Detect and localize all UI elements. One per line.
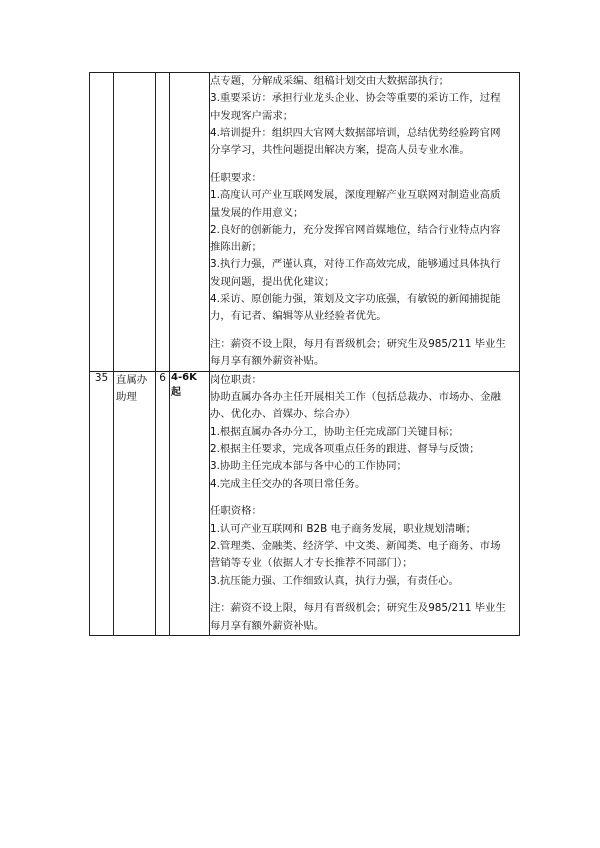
description-line: 任职资格： [210,505,262,518]
description-line: 4.采访、原创能力强，策划及文字功底强，有敏锐的新闻捕捉能 [210,293,501,306]
job-row [90,73,520,372]
headcount-cell: 6 [156,371,170,635]
position-cell [114,73,156,372]
paragraph-gap [210,493,519,504]
description-line: 点专题，分解成采编、组稿计划交由大数据部执行； [210,75,449,87]
position-name-line: 助理 [116,390,137,403]
headcount-cell [156,73,170,372]
description-line: 4.培训提升：组织四大官网大数据部培训，总结优势经验跨官网 [210,126,501,139]
description-line: 1.根据直属办各办分工，协助主任完成部门关键目标； [210,425,459,438]
description-line: 岗位职责： [210,373,262,386]
description-line: 每月享有额外薪资补贴。 [210,619,325,632]
job-table-body [90,73,520,636]
description-line: 注：薪资不设上限，每月有晋级机会；研究生及985/211 毕业生 [210,338,506,351]
position-name-line: 直属办 [116,373,148,386]
description-line: 中发现客户需求； [210,109,294,122]
description-line: 1.高度认可产业互联网发展，深度理解产业互联网对制造业高质 [210,189,501,202]
description-line: 任职要求： [210,171,262,184]
description-line: 2.良好的创新能力，充分发挥官网首媒地位，结合行业特点内容 [210,223,501,236]
description-line: 3.重要采访：承担行业龙头企业、协会等重要的采访工作，过程 [210,92,501,105]
description-line: 注：薪资不设上限，每月有晋级机会；研究生及985/211 毕业生 [210,602,506,615]
description-line: 3.抗压能力强、工作细致认真，执行力强，有责任心。 [210,574,459,587]
description-line: 推陈出新； [210,241,262,254]
description-line: 协助直属办各办主任开展相关工作（包括总裁办、市场办、金融 [210,391,501,404]
description-cell [210,73,520,372]
description-line: 营销等专业（依据人才专长推荐不同部门）； [210,557,413,570]
description-cell [210,371,520,635]
description-line: 每月享有额外薪资补贴。 [210,355,325,368]
description-line: 2.管理类、金融类、经济学、中文类、新闻类、电子商务、市场 [210,539,501,552]
description-line: 发现问题，提出优化建议； [210,275,335,288]
description-line: 力，有记者、编辑等从业经验者优先。 [210,310,387,323]
description-line: 2.根据主任要求，完成各项重点任务的跟进、督导与反馈； [210,442,480,455]
salary-cell: 4-6K 起 [170,371,210,635]
job-table [89,72,520,636]
description-line: 办、优化办、首媒办、综合办） [210,408,356,421]
description-line: 4.完成主任交办的各项日常任务。 [210,477,366,490]
description-line: 分享学习，共性问题提出解决方案，提高人员专业水准。 [210,144,470,157]
description-line: 1.认可产业互联网和 B2B 电子商务发展，职业规划清晰； [210,522,476,535]
position-cell [114,371,156,635]
row-index-cell [90,73,114,372]
description-line: 3.执行力强，严谨认真，对待工作高效完成，能够通过具体执行 [210,258,501,271]
job-row [90,371,520,635]
row-index-cell: 35 [90,371,114,635]
paragraph-gap [210,326,519,337]
paragraph-gap [210,590,519,601]
description-line: 3.协助主任完成本部与各中心的工作协同； [210,460,407,473]
paragraph-gap [210,159,519,170]
salary-cell [170,73,210,372]
description-line: 量发展的作用意义； [210,206,304,219]
